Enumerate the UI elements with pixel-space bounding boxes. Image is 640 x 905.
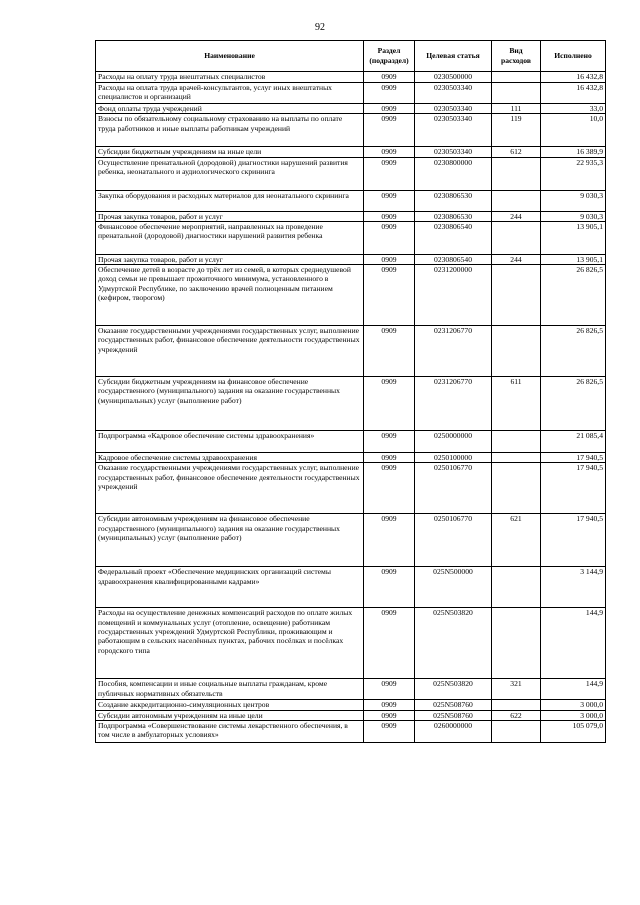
table-row [96, 104, 606, 114]
cell-expense-type: 611 [492, 377, 541, 431]
table-row [96, 254, 606, 264]
cell-amount: 9 030,3 [541, 190, 606, 211]
cell-expense-type [492, 265, 541, 326]
cell-article: 0231200000 [415, 265, 492, 326]
cell-article: 0230806530 [415, 211, 492, 221]
cell-amount: 16 432,8 [541, 83, 606, 104]
budget-table [95, 40, 606, 743]
cell-expense-type: 244 [492, 254, 541, 264]
cell-name: Осуществление пренатальной (дородовой) диагностики нарушений развития ребенка, неонатального и аудиологического скрининга [96, 157, 364, 190]
cell-name: Финансовое обеспечение мероприятий, направленных на проведение пренатальной (дородовой) диагностики нарушений развития ребенка [96, 221, 364, 254]
cell-section: 0909 [364, 608, 415, 679]
cell-expense-type [492, 72, 541, 83]
cell-expense-type: 119 [492, 114, 541, 147]
table-row [96, 83, 606, 104]
table-row [96, 679, 606, 700]
table-row [96, 463, 606, 514]
cell-amount: 13 905,1 [541, 221, 606, 254]
cell-amount: 13 905,1 [541, 254, 606, 264]
cell-name: Кадровое обеспечение системы здравоохранения [96, 453, 364, 463]
cell-name: Расходы на оплата труда врачей-консультантов, услуг иных внештатных специалистов и организаций [96, 83, 364, 104]
cell-section: 0909 [364, 157, 415, 190]
cell-article: 0230503340 [415, 83, 492, 104]
cell-name: Федеральный проект «Обеспечение медицинских организаций системы здравоохранения квалифицированными кадрами» [96, 567, 364, 608]
cell-article: 0230806540 [415, 254, 492, 264]
cell-article: 025N500000 [415, 567, 492, 608]
cell-article: 0231206770 [415, 377, 492, 431]
cell-name: Субсидии бюджетным учреждениям на иные цели [96, 147, 364, 157]
cell-article: 0250100000 [415, 453, 492, 463]
cell-section: 0909 [364, 453, 415, 463]
table-row [96, 72, 606, 83]
page-number: 92 [315, 22, 325, 33]
cell-expense-type [492, 326, 541, 377]
cell-expense-type: 111 [492, 104, 541, 114]
cell-section: 0909 [364, 567, 415, 608]
cell-article: 025N508760 [415, 710, 492, 720]
table-row [96, 453, 606, 463]
table-row [96, 147, 606, 157]
cell-amount: 17 940,5 [541, 514, 606, 567]
cell-section: 0909 [364, 211, 415, 221]
cell-section: 0909 [364, 114, 415, 147]
cell-section: 0909 [364, 700, 415, 710]
cell-section: 0909 [364, 221, 415, 254]
cell-article: 025N503820 [415, 608, 492, 679]
cell-section: 0909 [364, 514, 415, 567]
cell-amount: 10,0 [541, 114, 606, 147]
cell-article: 0230806530 [415, 190, 492, 211]
cell-expense-type [492, 721, 541, 743]
table-row [96, 157, 606, 190]
cell-expense-type [492, 221, 541, 254]
cell-amount: 144,9 [541, 608, 606, 679]
cell-article: 0250000000 [415, 431, 492, 453]
cell-section: 0909 [364, 72, 415, 83]
cell-name: Оказание государственными учреждениями государственных услуг, выполнение государственных работ, финансовое обеспечение деятельности государственных учреждений [96, 463, 364, 514]
cell-name: Пособия, компенсации и иные социальные выплаты гражданам, кроме публичных нормативных обязательств [96, 679, 364, 700]
cell-amount: 22 935,3 [541, 157, 606, 190]
cell-expense-type [492, 431, 541, 453]
table-row [96, 721, 606, 743]
table-header-row [96, 41, 606, 72]
cell-section: 0909 [364, 326, 415, 377]
header-article: Целевая статья [415, 41, 492, 72]
cell-article: 025N503820 [415, 679, 492, 700]
cell-amount: 17 940,5 [541, 453, 606, 463]
cell-section: 0909 [364, 190, 415, 211]
cell-amount: 144,9 [541, 679, 606, 700]
cell-article: 0250106770 [415, 463, 492, 514]
table-row [96, 608, 606, 679]
cell-name: Обеспечение детей в возрасте до трёх лет из семей, в которых среднедушевой доход семьи не превышает прожиточного минимума, установленного в Удмуртской Республике, по заключению врачей полноценным питанием (кефиром, творогом) [96, 265, 364, 326]
cell-expense-type [492, 453, 541, 463]
cell-amount: 21 085,4 [541, 431, 606, 453]
table-row [96, 431, 606, 453]
cell-name: Подпрограмма «Совершенствование системы лекарственного обеспечения, в том числе в амбулаторных условиях» [96, 721, 364, 743]
cell-name: Создание аккредитационно-симуляционных центров [96, 700, 364, 710]
table-row [96, 710, 606, 720]
cell-expense-type: 622 [492, 710, 541, 720]
cell-article: 0230800000 [415, 157, 492, 190]
header-expense-type: Вид расходов [492, 41, 541, 72]
cell-name: Субсидии бюджетным учреждениям на финансовое обеспечение государственного (муниципального) задания на оказание государственных (муниципальных) услуг (выполнение работ) [96, 377, 364, 431]
cell-amount: 26 826,5 [541, 265, 606, 326]
cell-section: 0909 [364, 463, 415, 514]
header-section: Раздел (подраздел) [364, 41, 415, 72]
cell-amount: 3 000,0 [541, 700, 606, 710]
table-row [96, 700, 606, 710]
cell-name: Расходы на осуществление денежных компенсаций расходов по оплате жилых помещений и коммунальных услуг (отопление, освещение) работникам государственных учреждений Удмуртской Республики, проживающим и работающим в сельских населённых пунктах, рабочих посёлках и посёлках городского типа [96, 608, 364, 679]
cell-amount: 16 389,9 [541, 147, 606, 157]
cell-expense-type: 244 [492, 211, 541, 221]
cell-expense-type [492, 83, 541, 104]
cell-section: 0909 [364, 431, 415, 453]
table-row [96, 265, 606, 326]
cell-expense-type [492, 608, 541, 679]
cell-article: 025N508760 [415, 700, 492, 710]
cell-amount: 26 826,5 [541, 326, 606, 377]
cell-expense-type: 321 [492, 679, 541, 700]
header-name: Наименование [96, 41, 364, 72]
cell-section: 0909 [364, 254, 415, 264]
cell-expense-type [492, 157, 541, 190]
cell-name: Оказание государственными учреждениями государственных услуг, выполнение государственных работ, финансовое обеспечение деятельности государственных учреждений [96, 326, 364, 377]
cell-amount: 16 432,8 [541, 72, 606, 83]
cell-expense-type [492, 700, 541, 710]
cell-amount: 9 030,3 [541, 211, 606, 221]
cell-name: Прочая закупка товаров, работ и услуг [96, 211, 364, 221]
cell-article: 0230503340 [415, 114, 492, 147]
cell-article: 0260000000 [415, 721, 492, 743]
table-row [96, 377, 606, 431]
cell-expense-type [492, 567, 541, 608]
cell-name: Расходы на оплату труда внештатных специалистов [96, 72, 364, 83]
cell-amount: 105 079,0 [541, 721, 606, 743]
cell-amount: 26 826,5 [541, 377, 606, 431]
cell-section: 0909 [364, 83, 415, 104]
cell-amount: 17 940,5 [541, 463, 606, 514]
table-body [96, 72, 606, 743]
cell-section: 0909 [364, 679, 415, 700]
cell-name: Прочая закупка товаров, работ и услуг [96, 254, 364, 264]
cell-amount: 33,0 [541, 104, 606, 114]
cell-name: Фонд оплаты труда учреждений [96, 104, 364, 114]
cell-amount: 3 000,0 [541, 710, 606, 720]
table-row [96, 221, 606, 254]
cell-expense-type: 612 [492, 147, 541, 157]
cell-section: 0909 [364, 377, 415, 431]
cell-expense-type [492, 463, 541, 514]
table-row [96, 326, 606, 377]
cell-name: Взносы по обязательному социальному страхованию на выплаты по оплате труда работников и иные выплаты работникам учреждений [96, 114, 364, 147]
cell-article: 0230503340 [415, 104, 492, 114]
cell-section: 0909 [364, 710, 415, 720]
cell-section: 0909 [364, 265, 415, 326]
cell-amount: 3 144,9 [541, 567, 606, 608]
cell-article: 0230806540 [415, 221, 492, 254]
table-row [96, 190, 606, 211]
table-row [96, 211, 606, 221]
cell-name: Субсидии автономным учреждениям на иные цели [96, 710, 364, 720]
cell-section: 0909 [364, 104, 415, 114]
cell-name: Подпрограмма «Кадровое обеспечение системы здравоохранения» [96, 431, 364, 453]
cell-article: 0230503340 [415, 147, 492, 157]
cell-article: 0230500000 [415, 72, 492, 83]
table-row [96, 567, 606, 608]
cell-article: 0231206770 [415, 326, 492, 377]
header-amount: Исполнено [541, 41, 606, 72]
table-row [96, 514, 606, 567]
cell-name: Субсидии автономным учреждениям на финансовое обеспечение государственного (муниципального) задания на оказание государственных (муниципальных) услуг (выполнение работ) [96, 514, 364, 567]
cell-name: Закупка оборудования и расходных материалов для неонатального скрининга [96, 190, 364, 211]
cell-section: 0909 [364, 721, 415, 743]
cell-section: 0909 [364, 147, 415, 157]
cell-expense-type [492, 190, 541, 211]
table-row [96, 114, 606, 147]
cell-expense-type: 621 [492, 514, 541, 567]
cell-article: 0250106770 [415, 514, 492, 567]
